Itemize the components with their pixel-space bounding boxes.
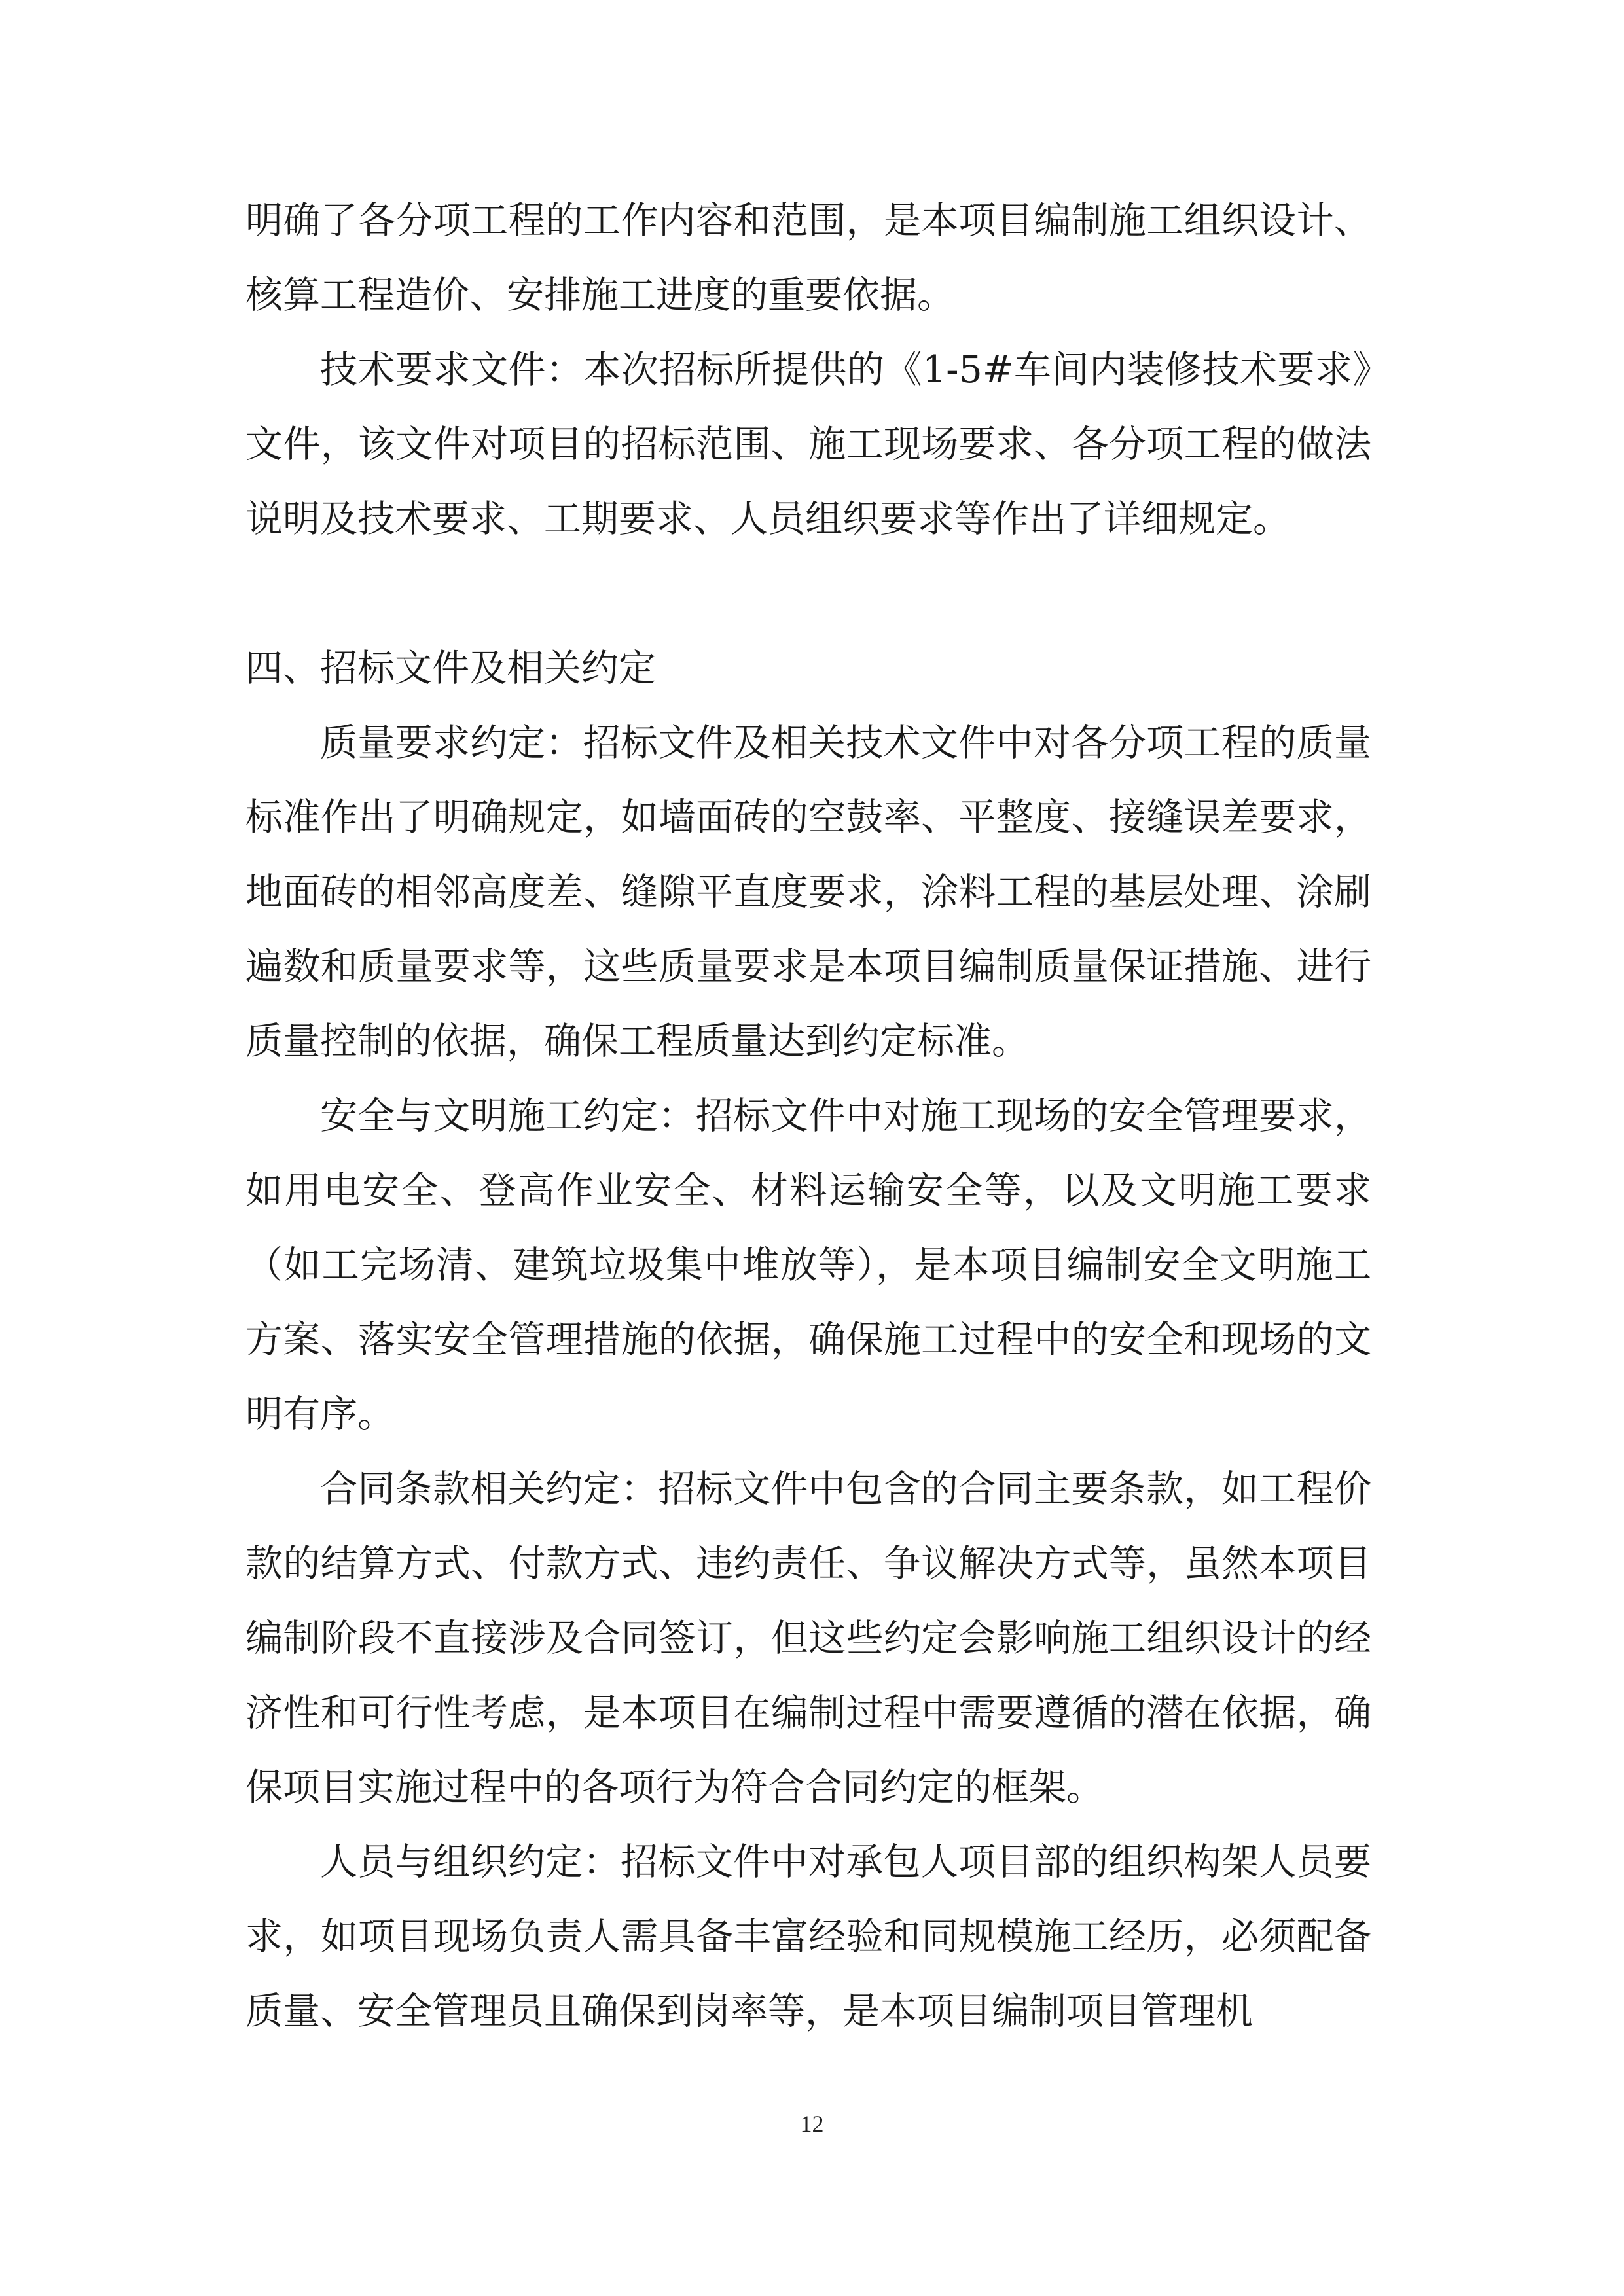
page-number: 12 [800,2111,824,2137]
paragraph-contract-terms: 合同条款相关约定：招标文件中包含的合同主要条款，如工程价款的结算方式、付款方式、违约责任、争议解决方式等，虽然本项目编制阶段不直接涉及合同签订，但这些约定会影响施工组织设计的经济性和可行性考虑，是本项目在编制过程中需要遵循的潜在依据，确保项目实施过程中的各项行为符合合同约定的框架。 [245,1467,1371,1809]
paragraph-personnel-organization: 人员与组织约定：招标文件中对承包人项目部的组织构架人员要求，如项目现场负责人需具备丰富经验和同规模施工经历，必须配备质量、安全管理员且确保到岗率等，是本项目编制项目管理机 [245,1840,1371,2033]
paragraph-continuation: 明确了各分项工程的工作内容和范围，是本项目编制施工组织设计、核算工程造价、安排施工进度的重要依据。 [245,199,1371,317]
paragraph-safety-civilized-construction: 安全与文明施工约定：招标文件中对施工现场的安全管理要求，如用电安全、登高作业安全、材料运输安全等，以及文明施工要求（如工完场清、建筑垃圾集中堆放等），是本项目编制安全文明施工方案、落实安全管理措施的依据，确保施工过程中的安全和现场的文明有序。 [245,1094,1371,1436]
paragraph-quality-requirements: 质量要求约定：招标文件及相关技术文件中对各分项工程的质量标准作出了明确规定，如墙面砖的空鼓率、平整度、接缝误差要求，地面砖的相邻高度差、缝隙平直度要求，涂料工程的基层处理、涂刷遍数和质量要求等，这些质量要求是本项目编制质量保证措施、进行质量控制的依据，确保工程质量达到约定标准。 [245,721,1371,1063]
document-body [245,183,1371,2049]
paragraph-technical-requirements: 技术要求文件：本次招标所提供的《1-5#车间内装修技术要求》文件，该文件对项目的招标范围、施工现场要求、各分项工程的做法说明及技术要求、工期要求、人员组织要求等作出了详细规定。 [245,348,1371,541]
section-heading: 四、招标文件及相关约定 [245,647,656,690]
